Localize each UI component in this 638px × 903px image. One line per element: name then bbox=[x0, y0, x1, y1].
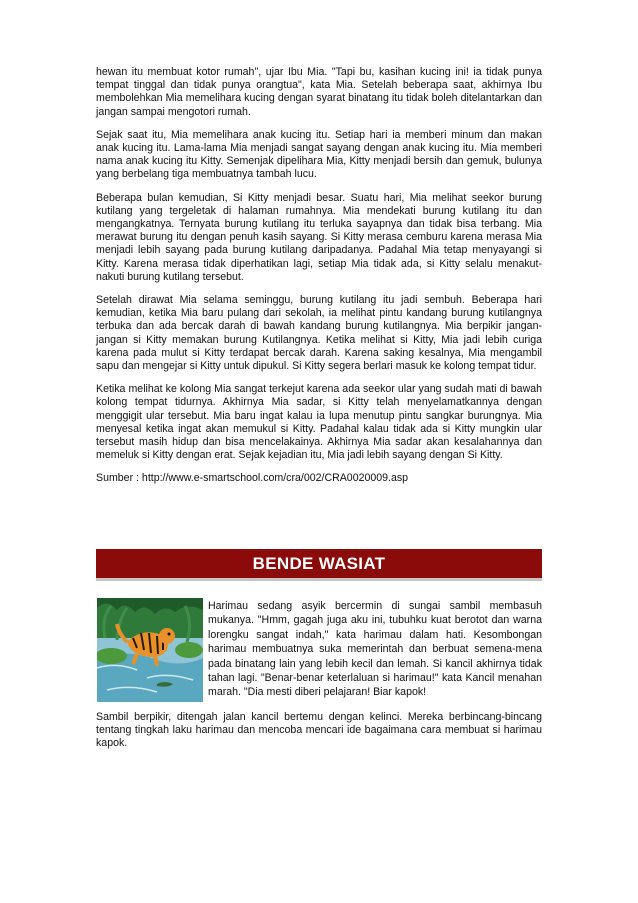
story-paragraph-2: Sejak saat itu, Mia memelihara anak kucing itu. Setiap hari ia memberi minum dan makan anak kucing itu. Lama-lama Mia menjadi sangat sayang dengan anak kucing itu. Mia memberi nama anak kucing itu Kitty. Semenjak dipelihara Mia, Kitty menjadi bersih dan gemuk, bulunya yang berbelang tiga membuatnya tambah lucu. bbox=[96, 128, 542, 181]
section-title: BENDE WASIAT bbox=[252, 553, 386, 573]
tiger-story-continuation: Sambil berpikir, ditengah jalan kancil bertemu dengan kelinci. Mereka berbincang-bincang tentang tingkah laku harimau dan mencoba mencari ide bagaimana cara membuat si harimau kapok. bbox=[96, 711, 542, 750]
story-paragraph-1: hewan itu membuat kotor rumah", ujar Ibu Mia. "Tapi bu, kasihan kucing ini! ia tidak punya tempat tinggal dan tidak punya orangtua", kata Mia. Setelah beberapa saat, akhirnya Ibu membolehkan Mia memelihara kucing dengan syarat binatang itu tidak boleh ditelantarkan dan jangan sampai mengotori rumah. bbox=[96, 66, 542, 118]
story-body bbox=[96, 66, 542, 496]
story-paragraph-4: Setelah dirawat Mia selama seminggu, burung kutilang itu jadi sembuh. Beberapa hari kemudian, ketika Mia baru pulang dari sekolah, ia melihat pintu kandang burung kutilangnya terbuka dan ada bercak darah di bawah kandang burung kutilangnya. Mia berpikir jangan-jangan si Kitty memakan burung Kutilangnya. Ketika melihat si Kitty, Mia jadi lebih curiga karena pada mulut si Kitty terdapat bercak darah. Karena saking kesalnya, Mia mengambil sapu dan mengejar si Kitty untuk dipukul. Si Kitty segera berlari masuk ke kolong tempat tidur. bbox=[96, 294, 542, 373]
story-source: Sumber : http://www.e-smartschool.com/cra/002/CRA0020009.asp bbox=[96, 472, 409, 485]
tiger-by-river-illustration-icon bbox=[97, 598, 203, 702]
story-paragraph-5: Ketika melihat ke kolong Mia sangat terkejut karena ada seekor ular yang sudah mati di bawah kolong tempat tidurnya. Akhirnya Mia sadar, si Kitty telah menyelamatkannya dengan menggigit ular tersebut. Mia baru ingat kalau ia lupa menutup pintu sangkar burungnya. Mia menyesal ketika ingat akan memukul si Kitty. Padahal kalau tidak ada si Kitty mungkin ular tersebut masih hidup dan bisa mencelakainya. Akhirnya Mia sadar akan kesalahannya dan memeluk si Kitty dengan erat. Sejak kejadian itu, Mia jadi lebih sayang dengan Si Kitty. bbox=[96, 383, 542, 462]
story-paragraph-3: Beberapa bulan kemudian, Si Kitty menjadi besar. Suatu hari, Mia melihat seekor burung kutilang yang tergeletak di halaman rumahnya. Mia mendekati burung kutilang itu dan mengangkatnya. Ternyata burung kutilang itu terluka sayapnya dan tidak bisa terbang. Mia merawat burung itu dengan penuh kasih sayang. Si Kitty merasa cemburu karena merasa Mia menjadi lebih sayang pada burung kutilang daripadanya. Padahal Mia tetap menyayangi si Kitty. Karena merasa tidak diperhatikan lagi, setiap Mia tidak ada, si Kitty selalu menakut-nakuti burung kutilang tersebut. bbox=[96, 191, 542, 283]
tiger-story-intro: Harimau sedang asyik bercermin di sungai sambil membasuh mukanya. "Hmm, gagah juga aku ini, tubuhku kuat berotot dan warna lorengku sangat indah," kata harimau dalam hati. Kesombongan harimau membuatnya suka memerintah dan berbuat semena-mena pada binatang lain yang lebih kecil dan lemah. Si kancil akhirnya tidak tahan lagi. "Benar-benar keterlaluan si harimau!" kata Kancil menahan marah. "Dia mesti diberi pelajaran! Biar kapok! bbox=[208, 600, 542, 699]
section-title-banner bbox=[96, 549, 542, 581]
